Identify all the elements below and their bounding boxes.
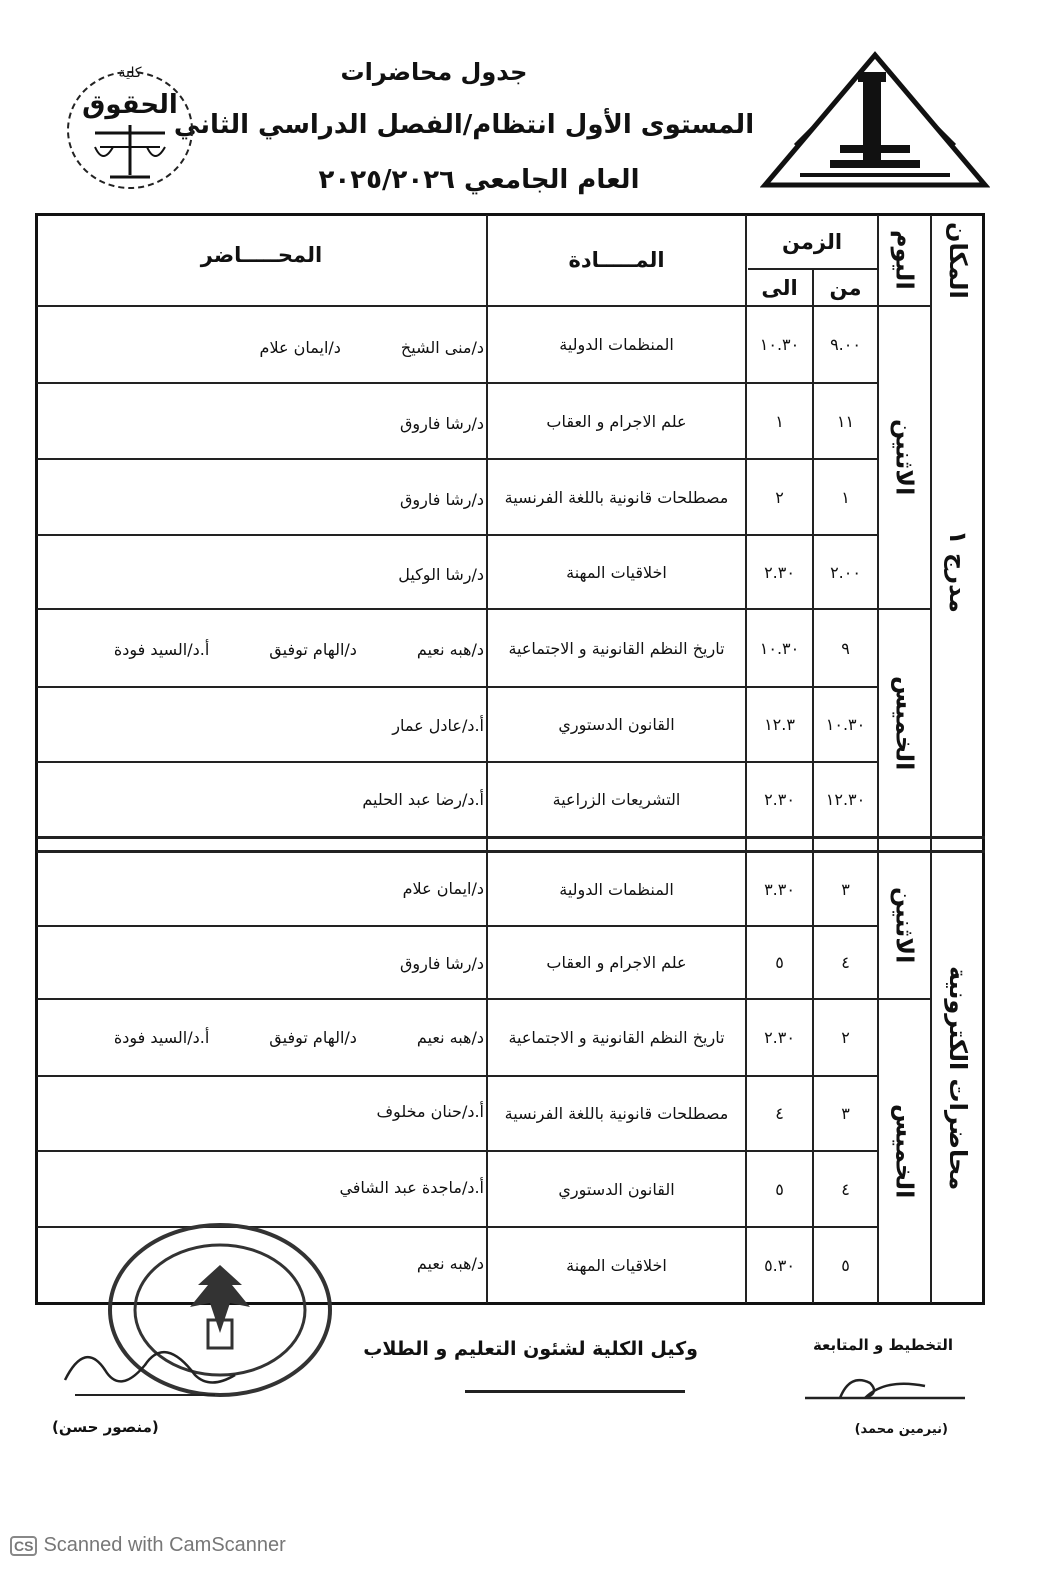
university-logo	[760, 50, 990, 200]
place-label-online: محاضرات الكترونية	[944, 965, 972, 1191]
subject-name: علم الاجرام و العقاب	[546, 953, 687, 972]
lecturer-name: أ.د/رضا عبد الحليم	[362, 790, 484, 809]
subject-name: علم الاجرام و العقاب	[546, 411, 687, 431]
lecturer-name: د/هبه نعيم	[416, 640, 484, 659]
col-header-time: الزمن	[781, 229, 843, 254]
faculty-emblem-logo	[55, 55, 205, 195]
planning-signature	[800, 1368, 970, 1408]
time-to: ٢.٣٠	[764, 562, 795, 582]
subject-name: القانون الدستوري	[558, 1179, 675, 1199]
time-from: ٣	[841, 879, 850, 899]
time-from: ٤	[841, 953, 850, 972]
lecturer-name: أ.د/السيد فودة	[113, 1028, 210, 1047]
schedule-title: جدول محاضرات	[340, 58, 528, 86]
col-header-subject: المـــــادة	[568, 248, 665, 272]
lecturer-name: د/هبه نعيم	[416, 1028, 484, 1047]
lecturers	[400, 414, 484, 433]
subject-name: تاريخ النظم القانونية و الاجتماعية	[508, 1028, 725, 1047]
time-from: ١٢.٣٠	[825, 790, 866, 809]
time-from: ٤	[841, 1179, 850, 1199]
col-header-place: المكان	[944, 221, 972, 299]
lecturers	[417, 1254, 484, 1273]
time-from: ٢	[841, 1028, 850, 1047]
time-from: ٣	[841, 1104, 850, 1123]
subject-name: مصطلحات قانونية باللغة الفرنسية	[504, 487, 729, 507]
lecturers	[376, 1102, 484, 1121]
col-header-day: اليوم	[890, 230, 919, 290]
day-label: الخميس	[890, 1104, 919, 1199]
time-to: ٢	[775, 487, 784, 507]
lecturers	[403, 879, 484, 898]
academic-year: العام الجامعي ٢٠٢٥/٢٠٢٦	[318, 165, 640, 195]
day-label: الاثنين	[890, 419, 919, 496]
time-from: ٩.٠٠	[830, 335, 861, 354]
lecturers	[362, 790, 484, 809]
lecturer-name: أ.د/عادل عمار	[392, 716, 484, 735]
time-from: ٢.٠٠	[830, 562, 861, 582]
lecturer-name: د/الهام توفيق	[269, 1028, 357, 1047]
time-to: ٣.٣٠	[764, 879, 795, 899]
time-to: ٢.٣٠	[764, 1028, 795, 1047]
lecturer-name: د/منى الشيخ	[400, 338, 484, 357]
planning-name: (نيرمين محمد)	[854, 1422, 948, 1437]
lecturers	[398, 565, 484, 584]
svg-text:كلية: كلية	[118, 65, 142, 81]
time-from: ١١	[836, 411, 855, 431]
svg-text:الحقوق: الحقوق	[82, 90, 178, 120]
vice-dean-title: وكيل الكلية لشئون التعليم و الطلاب	[363, 1338, 698, 1360]
lecturer-name: د/ايمان علام	[402, 879, 484, 898]
time-to: ١٠.٣٠	[759, 335, 800, 354]
time-to: ٤	[775, 1104, 784, 1123]
subject-name: المنظمات الدولية	[559, 879, 674, 899]
subject-name: اخلاقيات المهنة	[566, 1256, 667, 1275]
lecturers	[392, 716, 484, 735]
vice-dean-signature-line	[465, 1390, 685, 1393]
place-label-hall-1: مدرج ١	[944, 530, 972, 613]
subject-name: التشريعات الزراعية	[552, 790, 681, 809]
lecturer-name: د/رشا فاروق	[400, 954, 484, 973]
vice-dean-name: (منصور حسن)	[52, 1418, 159, 1436]
subject-name: القانون الدستوري	[558, 715, 675, 734]
time-to: ١	[775, 411, 784, 431]
lecturers	[400, 490, 484, 509]
scanner-watermark	[10, 1534, 286, 1557]
col-header-to: الى	[761, 275, 798, 300]
lecturer-name: د/هبه نعيم	[416, 1254, 484, 1273]
camscanner-logo: CS	[10, 1536, 37, 1556]
time-from: ١٠.٣٠	[825, 715, 866, 734]
lecturers	[114, 1028, 484, 1047]
col-header-lecturer: المحـــــاضر	[200, 243, 323, 267]
subject-name: المنظمات الدولية	[559, 335, 674, 354]
lecturer-name: د/رشا الوكيل	[398, 565, 484, 584]
schedule-subtitle: المستوى الأول انتظام/الفصل الدراسي الثاني	[173, 110, 755, 140]
day-label: الخميس	[890, 675, 919, 771]
time-to: ٥.٣٠	[764, 1256, 795, 1275]
lecturer-name: د/ايمان علام	[259, 338, 341, 357]
lecturer-name: أ.د/ماجدة عبد الشافي	[339, 1178, 484, 1197]
subject-name: مصطلحات قانونية باللغة الفرنسية	[504, 1104, 729, 1123]
col-header-from: من	[829, 275, 862, 300]
time-to: ٢.٣٠	[764, 790, 795, 809]
day-label: الاثنين	[890, 887, 919, 964]
subject-name: تاريخ النظم القانونية و الاجتماعية	[508, 638, 725, 658]
lecturers	[400, 954, 484, 973]
subject-name: اخلاقيات المهنة	[566, 562, 667, 582]
lecturers	[114, 640, 484, 659]
time-to: ١٢.٣	[764, 715, 795, 734]
vice-dean-handwritten-signature	[45, 1330, 245, 1410]
time-to: ٥	[775, 1179, 784, 1199]
planning-title: التخطيط و المتابعة	[812, 1336, 953, 1354]
time-from: ١	[841, 487, 850, 507]
lecturer-name: د/رشا فاروق	[400, 414, 484, 433]
time-to: ٥	[775, 953, 784, 972]
lecturer-name: أ.د/حنان مخلوف	[376, 1102, 484, 1121]
scanner-text: Scanned with CamScanner	[43, 1534, 286, 1556]
time-from: ٥	[841, 1256, 850, 1275]
lecturer-name: د/الهام توفيق	[269, 640, 357, 659]
lecturers	[339, 1178, 484, 1197]
time-from: ٩	[841, 638, 850, 658]
lecturers	[260, 338, 484, 357]
lecturer-name: أ.د/السيد فودة	[113, 640, 210, 659]
time-to: ١٠.٣٠	[759, 638, 800, 658]
lecturer-name: د/رشا فاروق	[400, 490, 484, 509]
